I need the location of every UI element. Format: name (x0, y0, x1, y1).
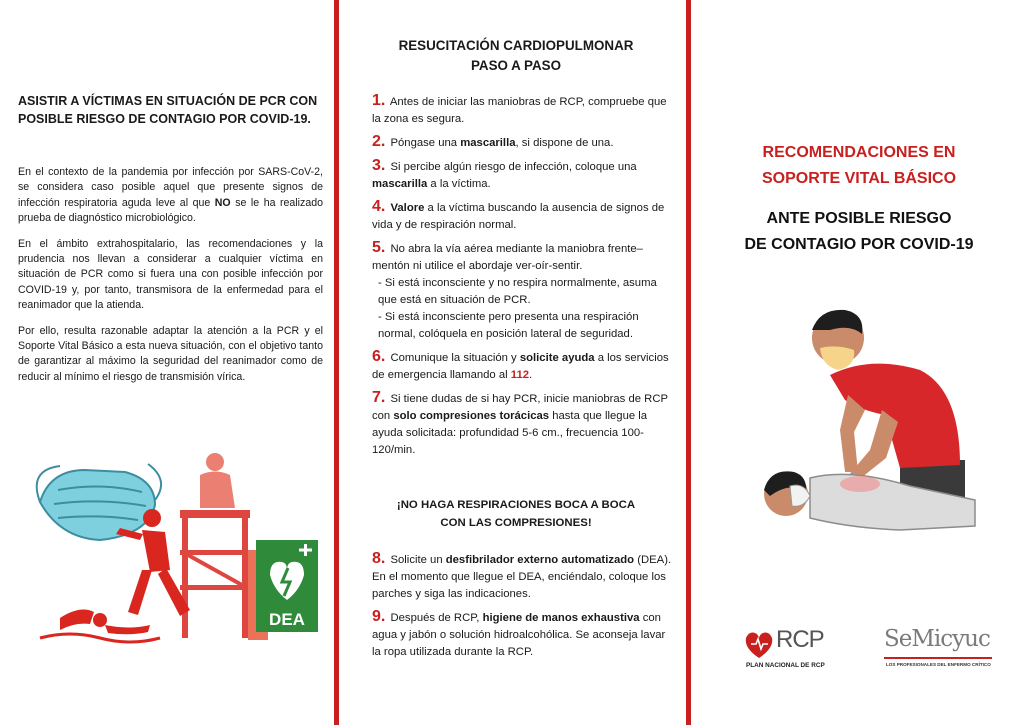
rcp-logo-text: RCP (776, 626, 824, 653)
left-panel-title: ASISTIR A VÍCTIMAS EN SITUACIÓN DE PCR CON POSIBLE RIESGO DE CONTAGIO POR COVID-19. (18, 94, 318, 126)
swimmer-icon (40, 610, 160, 642)
step-bold: mascarilla (372, 178, 428, 190)
step-text: Comunique la situación y (390, 352, 520, 364)
steps-list-continued (372, 550, 672, 666)
plan-nacional-rcp-logo (742, 628, 842, 676)
paragraph-2: En el ámbito extrahospitalario, las recomendaciones y la prudencia nos llevan a considerar a cualquier víctima en situación de PCR como si fuera una con posible infección por COVID-19 y, por tanto, transmisora de la enfermedad para el reanimador que la atienda. (18, 237, 323, 312)
step-number: 6. (372, 348, 386, 365)
step-number: 2. (372, 133, 386, 150)
cpr-compression-illustration (750, 300, 980, 550)
dea-label: DEA (269, 610, 305, 629)
p1-text-end: se le ha realizado prueba de diagnóstico microbiológico. (18, 196, 323, 225)
step-text: Después de RCP, (390, 612, 483, 624)
middle-panel-title (344, 36, 688, 76)
middle-title-line1: RESUCITACIÓN CARDIOPULMONAR (398, 38, 634, 53)
rcp-logo-subtitle: PLAN NACIONAL DE RCP (746, 662, 825, 669)
paragraph-1 (18, 165, 323, 227)
step-text: Si tiene dudas de si hay PCR, inicie maniobras de RCP con (372, 393, 668, 422)
step-3 (372, 157, 672, 193)
step-text: Póngase una (390, 137, 461, 149)
step-text: con agua y jabón o solución hidroalcohólica. Se aconseja lavar la ropa utilizada durante la RCP. (372, 612, 666, 658)
step-1 (372, 92, 672, 128)
step-subitem: - Si está inconsciente pero presenta una respiración normal, colóquela en posición lateral de seguridad. (378, 311, 639, 340)
step-4 (372, 198, 672, 234)
heart-logo-icon (742, 628, 776, 662)
step-7 (372, 389, 672, 459)
step-number: 9. (372, 608, 386, 625)
step-text: (DEA). En el momento que llegue el DEA, enciéndalo, coloque los parches y siga las indicaciones. (372, 554, 672, 600)
step-bold: desfibrilador externo automatizado (445, 554, 635, 566)
warning-line2: CON LAS COMPRESIONES! (440, 517, 592, 529)
step-bold: Valore (390, 202, 425, 214)
cover-red-line1: RECOMENDACIONES EN (762, 144, 956, 161)
steps-list (372, 92, 672, 464)
step-text: No abra la vía aérea mediante la maniobra frente–mentón ni utilice el abordaje ver-oír-sentir. (372, 243, 643, 272)
step-bold: solo compresiones torácicas (393, 410, 550, 422)
step-6 (372, 348, 672, 384)
dea-sign-icon (256, 540, 318, 632)
left-panel-body (18, 165, 323, 395)
red-divider-left (334, 0, 339, 725)
step-number: 8. (372, 550, 386, 567)
cover-title-red (694, 140, 1024, 192)
middle-title-line2: PASO A PASO (470, 58, 562, 73)
step-5 (372, 239, 672, 343)
face-mask-icon (37, 464, 161, 540)
step-number: 5. (372, 239, 386, 256)
step-number: 4. (372, 198, 386, 215)
step-text: a los servicios de emergencia llamando al (372, 352, 669, 381)
cover-black-line1: ANTE POSIBLE RIESGO (766, 210, 952, 227)
p1-bold-no: NO (214, 196, 231, 209)
step-text: a la víctima buscando la ausencia de signos de vida y de respiración normal. (372, 202, 665, 231)
red-divider-right (686, 0, 691, 725)
semicyuc-underline-icon (884, 656, 994, 660)
step-text: Antes de iniciar las maniobras de RCP, compruebe que la zona es segura. (372, 96, 667, 125)
warning-line1: ¡NO HAGA RESPIRACIONES BOCA A BOCA (396, 499, 636, 511)
step-bold: higiene de manos exhaustiva (482, 612, 640, 624)
step-subitem: - Si está inconsciente y no respira normalmente, asuma que está en situación de PCR. (378, 277, 657, 306)
step-text: a la víctima. (427, 178, 491, 190)
semicyuc-logo-subtitle: LOS PROFESIONALES DEL ENFERMO CRÍTICO (886, 662, 991, 667)
paragraph-3: Por ello, resulta razonable adaptar la atención a la PCR y el Soporte Vital Básico a esta nueva situación, con el objetivo tanto de garantizar al máximo la seguridad del reanimador como de reducir al mínimo el riesgo de transmisión vírica. (18, 324, 323, 383)
step-text: Solicite un (390, 554, 446, 566)
step-number: 7. (372, 389, 386, 406)
no-mouth-to-mouth-warning (344, 496, 688, 532)
step-text: , si dispone de una. (515, 137, 614, 149)
step-number: 1. (372, 92, 386, 109)
lifeguard-tower-icon (180, 453, 268, 640)
step-bold: solicite ayuda (519, 352, 595, 364)
step-text: Si percibe algún riesgo de infección, coloque una (390, 161, 637, 173)
step-2 (372, 133, 672, 152)
semicyuc-logo (884, 628, 994, 676)
step-text: hasta que llegue la ayuda solicitada: profundidad 5-6 cm., frecuencia 100-120/min. (372, 410, 648, 456)
p1-text: En el contexto de la pandemia por infección por SARS-CoV-2, se considera caso posible aquel que presente signos de infección respiratoria aguda leve al que (18, 166, 323, 209)
step-number: 3. (372, 157, 386, 174)
cover-red-line2: SOPORTE VITAL BÁSICO (761, 170, 957, 187)
step-8 (372, 550, 672, 603)
cover-black-line2: DE CONTAGIO POR COVID-19 (744, 236, 974, 253)
step-text: . (529, 369, 533, 381)
step-bold: mascarilla (460, 137, 516, 149)
cover-title-black (694, 206, 1024, 258)
emergency-number: 112 (510, 369, 530, 381)
step-9 (372, 608, 672, 661)
lifeguard-mask-illustration (30, 440, 320, 650)
semicyuc-logo-text: SeMicyuc (884, 626, 990, 652)
